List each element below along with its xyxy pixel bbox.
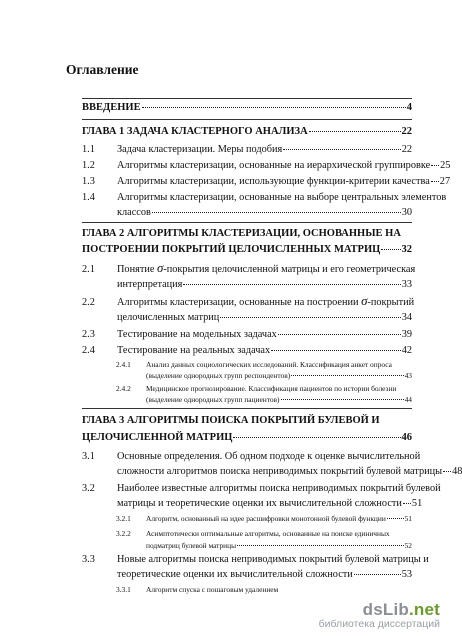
leader-dots <box>354 574 401 575</box>
section-number: 1.2 <box>82 160 95 171</box>
entry-label-continued: ПОСТРОЕНИИ ПОКРЫТИЙ ЦЕЛОЧИСЛЕННЫХ МАТРИЦ <box>82 244 381 255</box>
entry-label: Алгоритмы кластеризации, основанные на иерархической группировке <box>117 160 431 171</box>
entry-label: Основные определения. Об одном подходе к оценке вычислительной <box>117 451 421 462</box>
toc-entry-3-2-2[interactable] <box>116 529 412 538</box>
page-number: 27 <box>439 176 451 187</box>
page-number: 43 <box>404 371 412 380</box>
entry-label: Асимптотически оптимальные алгоритмы, основанные на поиске единичных <box>146 529 390 538</box>
toc-entry-2-1[interactable] <box>82 261 416 275</box>
divider <box>82 119 412 120</box>
toc-entry-2-1-cont <box>117 279 412 290</box>
entry-label: ГЛАВА 3 АЛГОРИТМЫ ПОИСКА ПОКРЫТИЙ БУЛЕВОЙ И <box>82 415 380 426</box>
entry-label-continued: классов <box>117 207 151 218</box>
toc-entry-1-1[interactable] <box>82 144 412 155</box>
divider <box>82 408 412 409</box>
leader-dots <box>443 471 451 472</box>
toc-entry-3-2-cont <box>117 498 423 509</box>
section-number: 3.1 <box>82 451 95 462</box>
section-number: 3.3.1 <box>116 585 131 594</box>
toc-entry-3-3-cont <box>117 569 412 580</box>
sigma-symbol: σ <box>157 261 164 275</box>
entry-label-continued: подматриц булевой матрицы <box>146 541 237 550</box>
page-number: 34 <box>401 312 412 323</box>
page-title: Оглавление <box>66 62 139 77</box>
entry-label: Алгоритм спуска с пошаговым удалением <box>146 585 279 594</box>
page-number: 51 <box>411 498 423 509</box>
entry-label: Алгоритм, основанный на идее расшифровки монотонной булевой функции <box>146 514 386 523</box>
section-number: 1.1 <box>82 144 95 155</box>
leader-dots <box>387 518 404 519</box>
toc-entry-2-4[interactable] <box>82 345 412 356</box>
page-number: 39 <box>401 329 412 340</box>
toc-entry-1-4-cont <box>117 207 412 218</box>
toc-entry-intro[interactable] <box>82 102 412 113</box>
page-number: 4 <box>406 102 412 113</box>
sigma-symbol: σ <box>361 294 368 308</box>
toc-entry-2-3[interactable] <box>82 329 412 340</box>
entry-label: Алгоритмы кластеризации, основанные на выборе центральных элементов <box>117 192 447 203</box>
page-number: 30 <box>401 207 412 218</box>
toc-entry-3-3[interactable] <box>82 554 429 565</box>
page-number: 44 <box>404 395 412 404</box>
leader-dots <box>237 545 404 546</box>
entry-label: Новые алгоритмы поиска неприводимых покрытий булевой матрицы и <box>117 554 429 565</box>
entry-label-continued: ЦЕЛОЧИСЛЕННОЙ МАТРИЦ <box>82 432 233 443</box>
entry-label-continued: теоретические оценки их вычислительной сложности <box>117 569 353 580</box>
toc-entry-3-2-1[interactable] <box>116 514 412 523</box>
entry-label: Тестирование на модельных задачах <box>117 329 277 340</box>
entry-label: Понятие σ-покрытия целочисленной матрицы и его геометрическая <box>117 261 416 275</box>
page-number: 53 <box>401 569 412 580</box>
entry-label: Задача кластеризации. Меры подобия <box>117 144 283 155</box>
page-number: 51 <box>404 514 412 523</box>
page-number: 25 <box>440 160 451 171</box>
divider <box>82 222 412 223</box>
toc-entry-3-2[interactable] <box>82 483 441 494</box>
toc-entry-3-1[interactable] <box>82 451 421 462</box>
section-number: 2.2 <box>82 297 95 308</box>
leader-dots <box>142 107 406 108</box>
section-number: 2.1 <box>82 264 95 275</box>
entry-label-continued: интерпретация <box>117 279 183 290</box>
toc-entry-1-2[interactable] <box>82 160 451 171</box>
toc-entry-chapter-2-cont <box>82 244 412 255</box>
page-number: 32 <box>401 244 412 255</box>
leader-dots <box>431 165 439 166</box>
toc-entry-3-1-cont <box>117 466 462 477</box>
entry-label: Алгоритмы кластеризации, использующие функции-критерии качества <box>117 176 430 187</box>
dslib-logo: dsLib.net <box>362 600 440 619</box>
entry-label: Медицинское прогнозирование. Классификация пациентов по истории болезни <box>146 384 397 393</box>
toc-entry-chapter-3[interactable] <box>82 415 412 426</box>
entry-label: ГЛАВА 1 ЗАДАЧА КЛАСТЕРНОГО АНАЛИЗА <box>82 126 308 137</box>
toc-entry-2-2-cont <box>117 312 412 323</box>
page-number: 33 <box>401 279 412 290</box>
section-number: 3.2.1 <box>116 514 131 523</box>
leader-dots <box>278 334 401 335</box>
leader-dots <box>431 181 439 182</box>
page-number: 48 <box>452 466 462 477</box>
page-number: 22 <box>401 144 412 155</box>
toc-entry-2-4-1-cont <box>146 371 412 380</box>
section-number: 1.3 <box>82 176 95 187</box>
entry-label: Тестирование на реальных задачах <box>117 345 271 356</box>
leader-dots <box>233 437 400 438</box>
leader-dots <box>381 249 400 250</box>
leader-dots <box>283 149 400 150</box>
entry-label: Алгоритмы кластеризации, основанные на построении σ-покрытий <box>117 294 415 308</box>
toc-entry-chapter-3-cont <box>82 432 412 443</box>
watermark-subtitle: библиотека диссертаций <box>318 618 440 630</box>
toc-entry-2-4-1[interactable] <box>116 360 412 369</box>
section-number: 3.2.2 <box>116 529 131 538</box>
page-number: 42 <box>401 345 412 356</box>
leader-dots <box>183 284 400 285</box>
toc-entry-1-3[interactable] <box>82 176 451 187</box>
entry-label-continued: матрицы и теоретические оценки их вычислительной сложности <box>117 498 402 509</box>
entry-label-continued: (выделение однородных групп пациентов) <box>146 395 280 404</box>
section-number: 3.3 <box>82 554 95 565</box>
entry-label: ГЛАВА 2 АЛГОРИТМЫ КЛАСТЕРИЗАЦИИ, ОСНОВАННЫЕ НА <box>82 228 401 239</box>
toc-entry-2-4-2[interactable] <box>116 384 412 393</box>
entry-label-continued: (выделение однородных групп респондентов) <box>146 371 291 380</box>
leader-dots <box>152 212 401 213</box>
dslib-watermark <box>319 600 440 630</box>
page-number: 52 <box>404 541 412 550</box>
leader-dots <box>403 503 411 504</box>
toc-entry-3-3-1[interactable] <box>116 585 296 594</box>
section-number: 1.4 <box>82 192 95 203</box>
divider <box>82 98 412 99</box>
entry-label-continued: целочисленных матриц <box>117 312 220 323</box>
entry-label: Анализ данных социологических исследований. Классификация анкет опроса <box>146 360 392 369</box>
leader-dots <box>220 317 400 318</box>
leader-dots <box>281 399 404 400</box>
toc-entry-chapter-2[interactable] <box>82 228 412 239</box>
section-number: 2.3 <box>82 329 95 340</box>
toc-entry-1-4[interactable] <box>82 192 447 203</box>
leader-dots <box>309 131 401 132</box>
toc-entry-2-4-2-cont <box>146 395 412 404</box>
entry-label: ВВЕДЕНИЕ <box>82 102 141 113</box>
entry-label-continued: сложности алгоритмов поиска неприводимых покрытий булевой матрицы <box>117 466 443 477</box>
page-number: 46 <box>401 432 412 443</box>
leader-dots <box>291 375 403 376</box>
entry-label: Наиболее известные алгоритмы поиска неприводимых покрытий булевой <box>117 483 441 494</box>
section-number: 2.4 <box>82 345 95 356</box>
toc-entry-2-2[interactable] <box>82 294 415 308</box>
toc-entry-3-2-2-cont <box>146 541 412 550</box>
toc-entry-chapter-1[interactable] <box>82 126 412 137</box>
section-number: 3.2 <box>82 483 95 494</box>
page-number: 22 <box>401 126 412 137</box>
leader-dots <box>271 350 401 351</box>
section-number: 2.4.2 <box>116 384 131 393</box>
section-number: 2.4.1 <box>116 360 131 369</box>
